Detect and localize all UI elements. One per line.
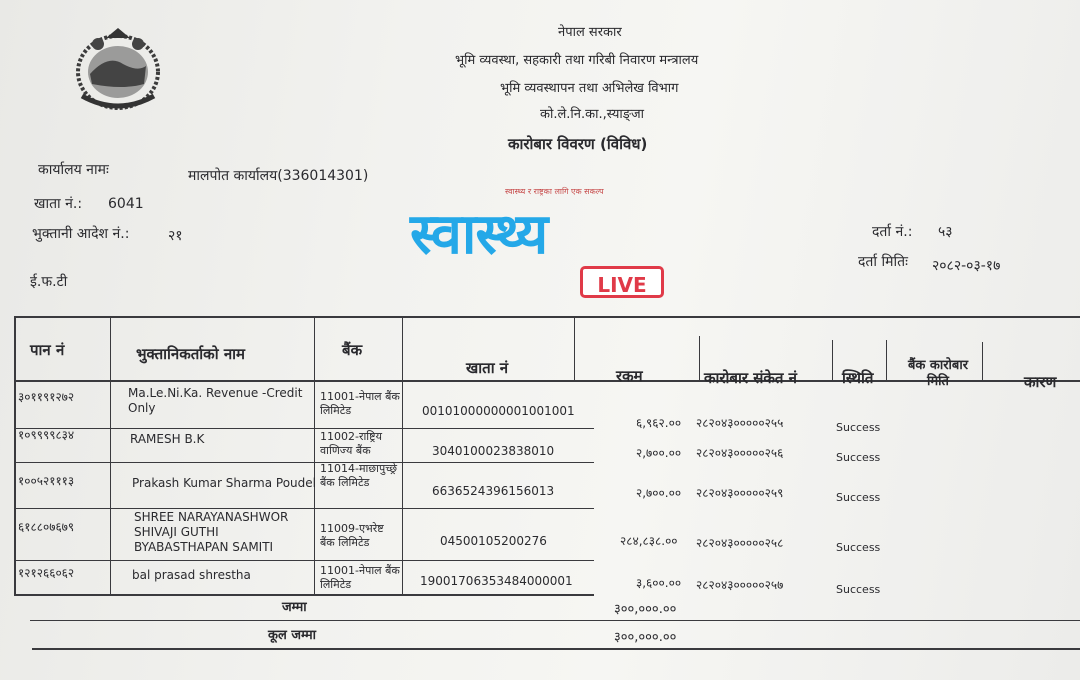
row-5-status: Success <box>836 583 881 596</box>
header-ministry: भूमि व्यवस्था, सहकारी तथा गरिबी निवारण मन्त्रालय <box>455 53 699 68</box>
payment-order-value: २१ <box>168 228 183 244</box>
row-1-pan: ३०११९१२७२ <box>18 390 75 404</box>
document-title: कारोबार विवरण (विविध) <box>508 135 648 153</box>
header-bank-date: बैंक कारोबार मिति <box>907 358 969 389</box>
subtotal-label: जम्मा <box>282 600 307 615</box>
row-1-payee: Ma.Le.Ni.Ka. Revenue -Credit Only <box>128 386 303 415</box>
row-5-payee: bal prasad shrestha <box>132 568 251 582</box>
row-3-pan: १००५२१११३ <box>18 474 75 488</box>
row-4-txn-code: २८२०४३०००००२५८ <box>696 536 784 550</box>
header-office: को.ले.नि.का.,स्याङ्जा <box>540 107 645 122</box>
header-reason: कारण <box>1024 373 1057 391</box>
row-2-payee: RAMESH B.K <box>130 432 205 446</box>
header-pan: पान नं <box>30 341 65 359</box>
row-4-status: Success <box>836 541 881 554</box>
transaction-table <box>14 316 1080 650</box>
eft-label: ई.फ.टी <box>30 274 68 290</box>
row-4-pan: ६१८८०७६७९ <box>18 520 75 534</box>
header-txn-code: कारोबार संकेत नं <box>704 369 797 387</box>
watermark-tagline: स्वास्थ्य र राष्ट्रका लागि एक सकल्प <box>505 187 604 196</box>
payment-order-label: भुक्तानी आदेश नं.: <box>32 226 130 242</box>
row-5-bank: 11001-नेपाल बैंक लिमिटेड <box>320 564 400 591</box>
header-department: भूमि व्यवस्थापन तथा अभिलेख विभाग <box>500 81 679 96</box>
row-2-amount: २,७००.०० <box>636 446 682 460</box>
row-5-account: 19001706353484000001 <box>420 574 573 588</box>
subtotal-value: ३००,०००.०० <box>614 602 677 617</box>
registration-date-value: २०८२-०३-१७ <box>932 258 1001 274</box>
header-line1: नेपाल सरकार <box>558 25 622 40</box>
registration-number-label: दर्ता नं.: <box>872 224 913 240</box>
office-value: मालपोत कार्यालय(336014301) <box>188 168 369 184</box>
row-3-bank: 11014-माछापुच्छ्रे बैंक लिमिटेड <box>320 462 397 489</box>
watermark-live-badge: LIVE <box>580 266 664 298</box>
row-3-amount: २,७००.०० <box>636 486 682 500</box>
swasthya-live-watermark <box>410 186 675 306</box>
row-4-payee: SHREE NARAYANASHWOR SHIVAJI GUTHI BYABASTHAPAN SAMITI <box>134 510 289 554</box>
row-1-account: 00101000000001001001 <box>422 404 575 418</box>
account-label: खाता नं.: <box>34 196 83 212</box>
row-4-account: 04500105200276 <box>440 534 547 548</box>
row-2-status: Success <box>836 451 881 464</box>
row-1-bank: 11001-नेपाल बैंक लिमिटेड <box>320 390 400 417</box>
row-5-amount: ३,६००.०० <box>636 576 682 590</box>
row-2-bank: 11002-राष्ट्रिय वाणिज्य बैंक <box>320 430 382 457</box>
registration-date-label: दर्ता मितिः <box>858 254 908 270</box>
account-value: 6041 <box>108 196 144 212</box>
row-3-payee: Prakash Kumar Sharma Poudel <box>132 476 316 490</box>
total-value: ३००,०००.०० <box>614 630 677 645</box>
row-2-account: 3040100023838010 <box>432 444 555 458</box>
row-2-txn-code: २८२०४३०००००२५६ <box>696 446 784 460</box>
row-1-txn-code: २८२०४३०००००२५५ <box>696 416 784 430</box>
header-account: खाता नं <box>466 359 509 377</box>
row-3-status: Success <box>836 491 881 504</box>
row-2-pan: १०९९९९८३४ <box>18 428 75 442</box>
header-bank: बैंक <box>342 341 363 359</box>
header-payee: भुक्तानिकर्ताको नाम <box>136 345 245 363</box>
row-1-amount: ६,९६२.०० <box>636 416 682 430</box>
row-3-txn-code: २८२०४३०००००२५९ <box>696 486 784 500</box>
watermark-name: स्वास्थ्य <box>410 202 548 267</box>
row-5-txn-code: २८२०४३०००००२५७ <box>696 578 784 592</box>
registration-number-value: ५३ <box>938 224 953 240</box>
row-1-status: Success <box>836 421 881 434</box>
row-3-account: 6636524396156013 <box>432 484 555 498</box>
row-4-bank: 11009-एभरेष्ट बैंक लिमिटेड <box>320 522 384 549</box>
row-4-amount: २८४,८३८.०० <box>620 534 678 548</box>
office-label: कार्यालय नामः <box>38 162 109 178</box>
header-status: स्थिति <box>842 369 874 387</box>
header-amount: रकम <box>616 367 643 385</box>
total-label: कूल जम्मा <box>268 628 316 643</box>
nepal-government-emblem <box>68 24 168 114</box>
row-5-pan: १२१२६६०६२ <box>18 566 75 580</box>
